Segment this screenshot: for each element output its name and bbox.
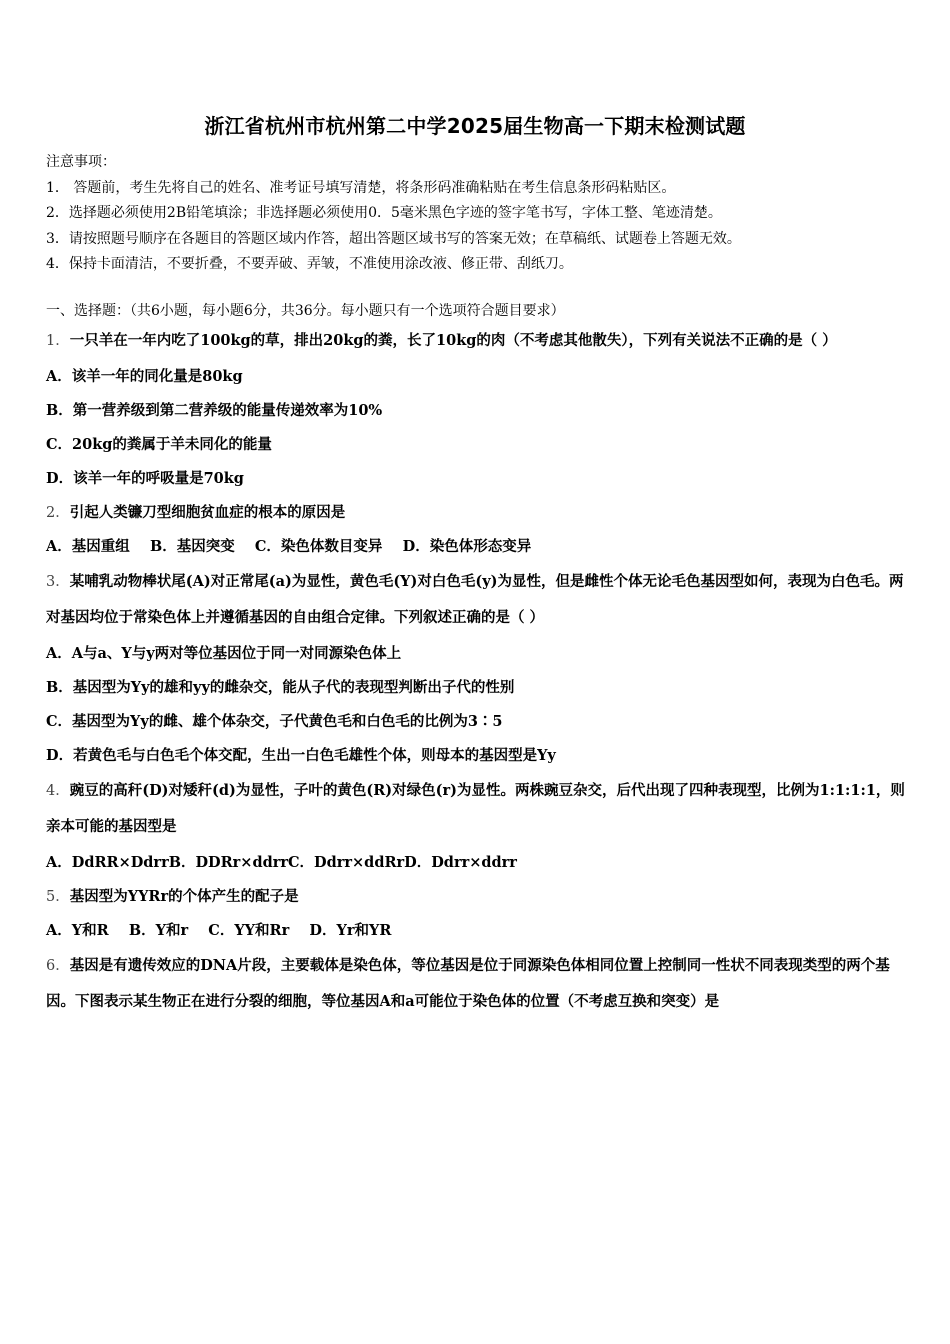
option-d: D．若黄色毛与白色毛个体交配，生出一白色毛雄性个体，则母本的基因型是Yy (46, 746, 556, 764)
option-c: C．基因型为Yy的雌、雄个体杂交，子代黄色毛和白色毛的比例为3∶5 (46, 712, 503, 730)
questions-list (46, 323, 906, 1021)
option-d: D．该羊一年的呼吸量是70kg (46, 469, 244, 487)
note-item: 3．请按照题号顺序在各题目的答题区域内作答，超出答题区域书写的答案无效；在草稿纸、试题卷上答题无效。 (46, 230, 741, 247)
note-item: 1． 答题前，考生先将自己的姓名、准考证号填写清楚，将条形码准确粘贴在考生信息条形码粘贴区。 (46, 179, 676, 196)
question-stem (46, 880, 906, 914)
question-text: 某哺乳动物棒状尾(A)对正常尾(a)为显性，黄色毛(Y)对白色毛(y)为显性，但是雌性个体无论毛色基因型如何，表现为白色毛。两对基因均位于常染色体上并遵循基因的自由组合定律。下列叙述正确的是（ ） (46, 572, 904, 626)
option-b: B．第一营养级到第二营养级的能量传递效率为10% (46, 401, 383, 419)
question-1 (46, 323, 906, 496)
section-header: 一、选择题：（共6小题，每小题6分，共36分。每小题只有一个选项符合题目要求） (46, 303, 565, 319)
question-number: 3． (46, 573, 70, 590)
options-line: A．DdRR×DdrrB．DDRr×ddrrC．Ddrr×ddRrD．Ddrr×ddrr (46, 853, 517, 871)
question-stem (46, 773, 906, 846)
notes-heading: 注意事项： (46, 154, 116, 170)
question-2 (46, 496, 906, 564)
question-number: 1． (46, 333, 70, 349)
question-number: 6． (46, 957, 70, 974)
options-line: A．Y和R B．Y和r C．YY和Rr D．Yr和YR (46, 921, 392, 939)
question-3 (46, 564, 906, 773)
question-stem (46, 564, 906, 637)
option-a: A．该羊一年的同化量是80kg (46, 367, 243, 385)
question-stem (46, 948, 906, 1021)
question-text: 一只羊在一年内吃了100kg的草，排出20kg的粪，长了10kg的肉（不考虑其他散失），下列有关说法不正确的是（ ） (69, 332, 837, 349)
question-5 (46, 880, 906, 948)
question-number: 5． (46, 888, 70, 905)
notes-section (46, 150, 916, 278)
note-item: 2．选择题必须使用2B铅笔填涂；非选择题必须使用0．5毫米黑色字迹的签字笔书写，字体工整、笔迹清楚。 (46, 205, 722, 221)
note-item: 4．保持卡面清洁，不要折叠，不要弄破、弄皱，不准使用涂改液、修正带、刮纸刀。 (46, 256, 573, 272)
question-stem (46, 323, 906, 360)
option-c: C．20kg的粪属于羊未同化的能量 (46, 435, 272, 453)
question-4 (46, 773, 906, 880)
option-b: B．基因型为Yy的雄和yy的雌杂交，能从子代的表现型判断出子代的性别 (46, 678, 515, 696)
question-6 (46, 948, 906, 1021)
question-text: 基因是有遗传效应的DNA片段，主要载体是染色体，等位基因是位于同源染色体相同位置上控制同一性状不同表现类型的两个基因。下图表示某生物正在进行分裂的细胞，等位基因A和a可能位于染色体的位置（不考虑互换和突变）是 (46, 956, 890, 1010)
option-a: A．A与a、Y与y两对等位基因位于同一对同源染色体上 (46, 644, 402, 662)
question-stem (46, 496, 906, 530)
question-number: 4． (46, 782, 70, 799)
question-text: 豌豆的高秆(D)对矮秆(d)为显性，子叶的黄色(R)对绿色(r)为显性。两株豌豆杂交，后代出现了四种表现型，比例为1:1:1:1，则亲本可能的基因型是 (46, 781, 905, 835)
page-title: 浙江省杭州市杭州第二中学2025届生物高一下期末检测试题 (204, 114, 746, 138)
question-text: 基因型为YYRr的个体产生的配子是 (69, 887, 299, 905)
options-line: A．基因重组 B．基因突变 C．染色体数目变异 D．染色体形态变异 (46, 537, 532, 555)
question-number: 2． (46, 504, 70, 521)
question-text: 引起人类镰刀型细胞贫血症的根本的原因是 (69, 503, 346, 521)
